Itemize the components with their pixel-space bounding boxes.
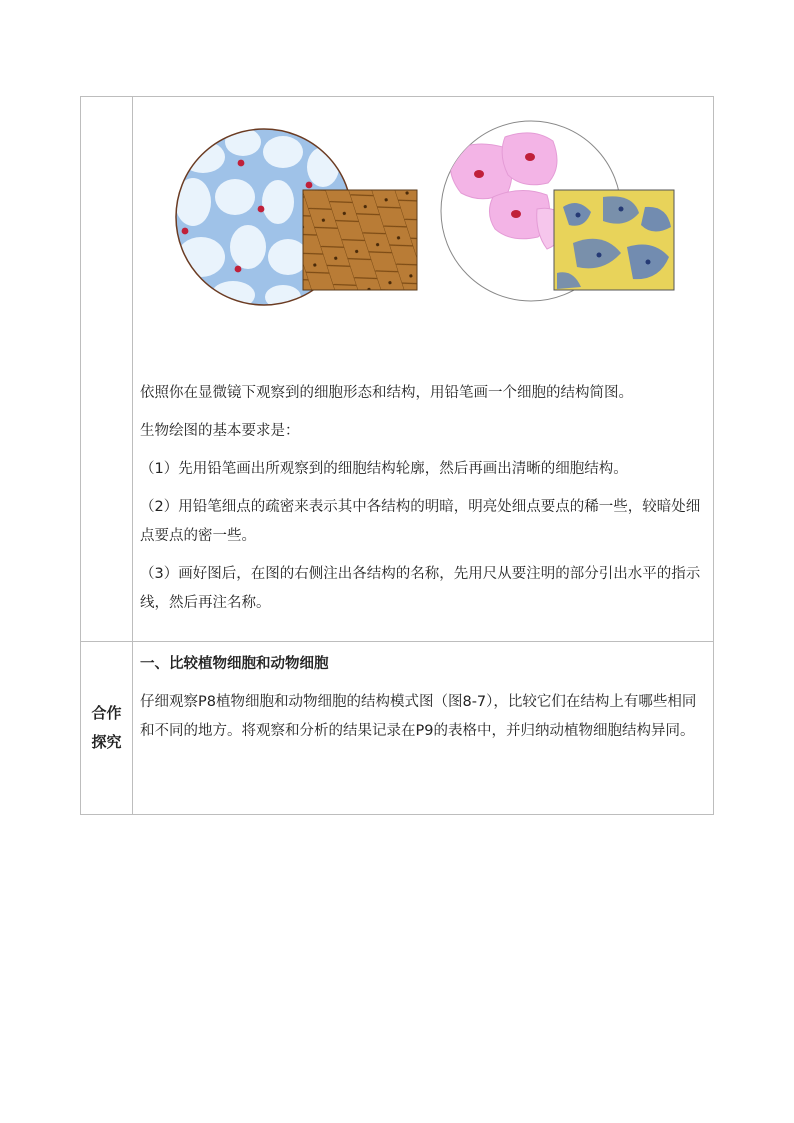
empty-label-cell (81, 97, 133, 642)
instruction-requirements-title: 生物绘图的基本要求是： (140, 423, 300, 439)
section-label-line2: 探究 (91, 733, 122, 751)
section-heading: 一、比较植物细胞和动物细胞 (140, 656, 329, 672)
stained-cell-photo (554, 190, 674, 290)
instruction-draw: 依照你在显微镜下观察到的细胞形态和结构，用铅笔画一个细胞的结构简图。 (140, 385, 633, 401)
worksheet-table (80, 96, 714, 815)
content-cell-comparison (133, 642, 714, 815)
instruction-step-2: （2）用铅笔细点的疏密来表示其中各结构的明暗，明亮处细点要点的稀一些，较暗处细点要点的密一些。 (140, 499, 701, 544)
cell-figures (133, 97, 713, 379)
instruction-step-3: （3）画好图后，在图的右侧注出各结构的名称，先用尺从要注明的部分引出水平的指示线，然后再注名称。 (140, 566, 701, 611)
section-label-line1: 合作 (91, 704, 122, 722)
cell-illustration (133, 97, 716, 379)
instruction-step-1: （1）先用铅笔画出所观察到的细胞结构轮廓，然后再画出清晰的细胞结构。 (140, 461, 628, 477)
content-cell-observation (133, 97, 714, 642)
onion-epidermis-photo (303, 190, 417, 290)
section-label-cell (81, 642, 133, 815)
section-body: 仔细观察P8植物细胞和动物细胞的结构模式图（图8-7），比较它们在结构上有哪些相同和不同的地方。将观察和分析的结果记录在P9的表格中，并归纳动植物细胞结构异同。 (140, 694, 697, 739)
